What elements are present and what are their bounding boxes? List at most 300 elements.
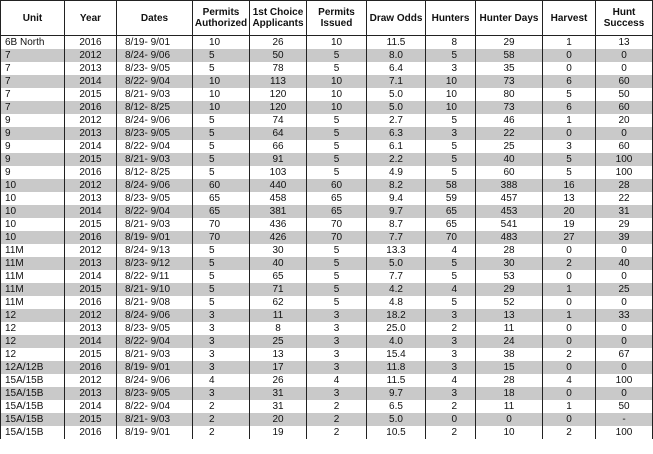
- cell-hunter-days: 46: [476, 114, 543, 127]
- header-dates: Dates: [117, 1, 193, 36]
- cell-harvest: 0: [543, 270, 596, 283]
- cell-unit: 15A/15B: [1, 413, 65, 426]
- cell-dates: 8/21- 9/03: [117, 88, 193, 101]
- cell-draw-odds: 11.5: [367, 36, 426, 50]
- cell-dates: 8/24- 9/06: [117, 179, 193, 192]
- cell-draw-odds: 25.0: [367, 322, 426, 335]
- cell-permits-authorized: 60: [193, 179, 250, 192]
- cell-hunters: 58: [426, 179, 476, 192]
- cell-draw-odds: 6.1: [367, 140, 426, 153]
- cell-permits-authorized: 10: [193, 75, 250, 88]
- header-hunters: Hunters: [426, 1, 476, 36]
- cell-unit: 11M: [1, 257, 65, 270]
- cell-first-choice-applicants: 26: [250, 36, 307, 50]
- cell-permits-issued: 2: [307, 426, 367, 439]
- cell-hunters: 65: [426, 218, 476, 231]
- table-row: [1, 75, 653, 88]
- cell-hunter-days: 483: [476, 231, 543, 244]
- cell-unit: 10: [1, 192, 65, 205]
- cell-permits-authorized: 5: [193, 166, 250, 179]
- cell-first-choice-applicants: 17: [250, 361, 307, 374]
- table-row: [1, 257, 653, 270]
- cell-first-choice-applicants: 381: [250, 205, 307, 218]
- table-row: [1, 309, 653, 322]
- table-header: [1, 1, 653, 36]
- cell-draw-odds: 4.8: [367, 296, 426, 309]
- cell-permits-authorized: 2: [193, 413, 250, 426]
- cell-hunters: 5: [426, 296, 476, 309]
- table-row: [1, 166, 653, 179]
- cell-hunters: 3: [426, 62, 476, 75]
- cell-permits-authorized: 5: [193, 244, 250, 257]
- cell-year: 2013: [65, 192, 117, 205]
- cell-hunt-success: 22: [596, 192, 653, 205]
- cell-first-choice-applicants: 426: [250, 231, 307, 244]
- cell-permits-authorized: 5: [193, 49, 250, 62]
- table-row: [1, 413, 653, 426]
- cell-draw-odds: 18.2: [367, 309, 426, 322]
- cell-harvest: 4: [543, 374, 596, 387]
- cell-year: 2016: [65, 361, 117, 374]
- cell-first-choice-applicants: 19: [250, 426, 307, 439]
- cell-unit: 12: [1, 348, 65, 361]
- cell-unit: 7: [1, 88, 65, 101]
- cell-permits-issued: 5: [307, 62, 367, 75]
- cell-year: 2012: [65, 114, 117, 127]
- cell-hunter-days: 35: [476, 62, 543, 75]
- cell-harvest: 0: [543, 127, 596, 140]
- cell-permits-authorized: 5: [193, 62, 250, 75]
- cell-dates: 8/23- 9/05: [117, 127, 193, 140]
- table-row: [1, 218, 653, 231]
- cell-dates: 8/23- 9/12: [117, 257, 193, 270]
- table-row: [1, 101, 653, 114]
- cell-harvest: 0: [543, 387, 596, 400]
- cell-hunter-days: 0: [476, 413, 543, 426]
- cell-dates: 8/22- 9/11: [117, 270, 193, 283]
- cell-unit: 10: [1, 205, 65, 218]
- cell-hunters: 2: [426, 426, 476, 439]
- cell-unit: 9: [1, 127, 65, 140]
- cell-hunter-days: 11: [476, 400, 543, 413]
- cell-hunt-success: 39: [596, 231, 653, 244]
- cell-year: 2012: [65, 309, 117, 322]
- cell-first-choice-applicants: 65: [250, 270, 307, 283]
- cell-permits-authorized: 5: [193, 257, 250, 270]
- cell-permits-authorized: 2: [193, 400, 250, 413]
- cell-dates: 8/23- 9/05: [117, 387, 193, 400]
- table-row: [1, 127, 653, 140]
- cell-first-choice-applicants: 26: [250, 374, 307, 387]
- cell-first-choice-applicants: 40: [250, 257, 307, 270]
- header-year: Year: [65, 1, 117, 36]
- cell-year: 2014: [65, 335, 117, 348]
- cell-unit: 11M: [1, 270, 65, 283]
- cell-unit: 10: [1, 231, 65, 244]
- cell-year: 2012: [65, 179, 117, 192]
- cell-permits-authorized: 5: [193, 114, 250, 127]
- cell-hunter-days: 40: [476, 153, 543, 166]
- cell-hunters: 2: [426, 322, 476, 335]
- cell-hunter-days: 53: [476, 270, 543, 283]
- cell-hunter-days: 73: [476, 75, 543, 88]
- header-row: [1, 1, 653, 36]
- cell-hunter-days: 15: [476, 361, 543, 374]
- cell-hunter-days: 25: [476, 140, 543, 153]
- cell-first-choice-applicants: 113: [250, 75, 307, 88]
- cell-permits-authorized: 2: [193, 426, 250, 439]
- cell-permits-issued: 5: [307, 140, 367, 153]
- table-body: [1, 36, 653, 440]
- cell-permits-authorized: 5: [193, 296, 250, 309]
- cell-hunt-success: 100: [596, 374, 653, 387]
- table-row: [1, 296, 653, 309]
- cell-harvest: 1: [543, 36, 596, 50]
- cell-permits-issued: 10: [307, 101, 367, 114]
- cell-harvest: 3: [543, 140, 596, 153]
- cell-harvest: 2: [543, 257, 596, 270]
- cell-harvest: 6: [543, 75, 596, 88]
- cell-dates: 8/24- 9/06: [117, 374, 193, 387]
- cell-draw-odds: 2.7: [367, 114, 426, 127]
- cell-draw-odds: 11.8: [367, 361, 426, 374]
- cell-permits-authorized: 70: [193, 231, 250, 244]
- table-row: [1, 62, 653, 75]
- cell-permits-issued: 3: [307, 335, 367, 348]
- cell-harvest: 6: [543, 101, 596, 114]
- cell-unit: 9: [1, 166, 65, 179]
- cell-dates: 8/19- 9/01: [117, 36, 193, 50]
- cell-hunters: 5: [426, 166, 476, 179]
- cell-first-choice-applicants: 64: [250, 127, 307, 140]
- table-row: [1, 426, 653, 439]
- cell-permits-authorized: 10: [193, 88, 250, 101]
- cell-unit: 9: [1, 140, 65, 153]
- cell-dates: 8/22- 9/04: [117, 335, 193, 348]
- cell-draw-odds: 8.7: [367, 218, 426, 231]
- cell-first-choice-applicants: 78: [250, 62, 307, 75]
- cell-permits-authorized: 70: [193, 218, 250, 231]
- cell-year: 2012: [65, 374, 117, 387]
- cell-permits-issued: 5: [307, 49, 367, 62]
- cell-permits-issued: 5: [307, 166, 367, 179]
- cell-harvest: 0: [543, 335, 596, 348]
- cell-draw-odds: 9.4: [367, 192, 426, 205]
- cell-dates: 8/21- 9/10: [117, 283, 193, 296]
- cell-first-choice-applicants: 120: [250, 101, 307, 114]
- cell-hunters: 4: [426, 283, 476, 296]
- cell-hunt-success: 100: [596, 426, 653, 439]
- table-row: [1, 49, 653, 62]
- cell-first-choice-applicants: 458: [250, 192, 307, 205]
- cell-first-choice-applicants: 91: [250, 153, 307, 166]
- cell-hunt-success: 0: [596, 127, 653, 140]
- header-hunter-days: Hunter Days: [476, 1, 543, 36]
- table-row: [1, 153, 653, 166]
- cell-harvest: 2: [543, 426, 596, 439]
- cell-harvest: 5: [543, 153, 596, 166]
- cell-unit: 6B North: [1, 36, 65, 50]
- cell-hunt-success: 31: [596, 205, 653, 218]
- cell-year: 2015: [65, 348, 117, 361]
- cell-draw-odds: 6.3: [367, 127, 426, 140]
- cell-harvest: 0: [543, 322, 596, 335]
- cell-dates: 8/21- 9/03: [117, 348, 193, 361]
- cell-hunter-days: 18: [476, 387, 543, 400]
- cell-hunter-days: 541: [476, 218, 543, 231]
- cell-harvest: 0: [543, 413, 596, 426]
- cell-permits-authorized: 3: [193, 361, 250, 374]
- cell-hunters: 70: [426, 231, 476, 244]
- cell-hunter-days: 22: [476, 127, 543, 140]
- cell-year: 2013: [65, 62, 117, 75]
- cell-first-choice-applicants: 31: [250, 387, 307, 400]
- cell-hunt-success: 0: [596, 49, 653, 62]
- table-row: [1, 36, 653, 50]
- cell-hunters: 5: [426, 257, 476, 270]
- cell-permits-issued: 65: [307, 192, 367, 205]
- table-row: [1, 179, 653, 192]
- cell-draw-odds: 9.7: [367, 205, 426, 218]
- cell-harvest: 0: [543, 62, 596, 75]
- cell-hunters: 4: [426, 374, 476, 387]
- cell-draw-odds: 4.2: [367, 283, 426, 296]
- cell-dates: 8/24- 9/13: [117, 244, 193, 257]
- cell-draw-odds: 9.7: [367, 387, 426, 400]
- cell-hunt-success: 0: [596, 322, 653, 335]
- cell-permits-issued: 3: [307, 348, 367, 361]
- cell-permits-authorized: 5: [193, 270, 250, 283]
- cell-draw-odds: 7.7: [367, 231, 426, 244]
- cell-hunter-days: 80: [476, 88, 543, 101]
- cell-hunter-days: 10: [476, 426, 543, 439]
- cell-hunters: 3: [426, 127, 476, 140]
- cell-hunt-success: 29: [596, 218, 653, 231]
- cell-hunters: 5: [426, 153, 476, 166]
- cell-hunt-success: 0: [596, 62, 653, 75]
- cell-unit: 12: [1, 335, 65, 348]
- cell-first-choice-applicants: 436: [250, 218, 307, 231]
- cell-hunt-success: 0: [596, 270, 653, 283]
- cell-dates: 8/22- 9/04: [117, 75, 193, 88]
- cell-hunters: 65: [426, 205, 476, 218]
- cell-first-choice-applicants: 30: [250, 244, 307, 257]
- table-row: [1, 192, 653, 205]
- cell-harvest: 0: [543, 244, 596, 257]
- cell-hunt-success: 20: [596, 114, 653, 127]
- cell-permits-issued: 60: [307, 179, 367, 192]
- cell-hunter-days: 38: [476, 348, 543, 361]
- cell-unit: 12: [1, 322, 65, 335]
- cell-permits-authorized: 4: [193, 374, 250, 387]
- cell-first-choice-applicants: 103: [250, 166, 307, 179]
- cell-year: 2016: [65, 231, 117, 244]
- cell-permits-issued: 2: [307, 400, 367, 413]
- cell-dates: 8/12- 8/25: [117, 101, 193, 114]
- cell-hunt-success: 50: [596, 88, 653, 101]
- cell-hunters: 3: [426, 387, 476, 400]
- cell-hunter-days: 457: [476, 192, 543, 205]
- cell-draw-odds: 4.9: [367, 166, 426, 179]
- cell-permits-issued: 3: [307, 361, 367, 374]
- cell-hunter-days: 28: [476, 374, 543, 387]
- cell-draw-odds: 5.0: [367, 88, 426, 101]
- cell-permits-issued: 5: [307, 296, 367, 309]
- cell-unit: 15A/15B: [1, 400, 65, 413]
- cell-first-choice-applicants: 13: [250, 348, 307, 361]
- cell-permits-issued: 5: [307, 270, 367, 283]
- table-row: [1, 374, 653, 387]
- cell-first-choice-applicants: 440: [250, 179, 307, 192]
- table-row: [1, 387, 653, 400]
- table-row: [1, 335, 653, 348]
- cell-hunters: 59: [426, 192, 476, 205]
- cell-hunt-success: 60: [596, 101, 653, 114]
- cell-draw-odds: 4.0: [367, 335, 426, 348]
- cell-unit: 12: [1, 309, 65, 322]
- cell-dates: 8/24- 9/06: [117, 309, 193, 322]
- cell-unit: 15A/15B: [1, 426, 65, 439]
- cell-permits-issued: 5: [307, 257, 367, 270]
- header-permits-issued: Permits Issued: [307, 1, 367, 36]
- cell-dates: 8/21- 9/08: [117, 296, 193, 309]
- table-row: [1, 283, 653, 296]
- cell-hunter-days: 13: [476, 309, 543, 322]
- cell-year: 2015: [65, 88, 117, 101]
- cell-permits-issued: 10: [307, 75, 367, 88]
- cell-dates: 8/23- 9/05: [117, 62, 193, 75]
- cell-permits-authorized: 3: [193, 387, 250, 400]
- table-row: [1, 205, 653, 218]
- cell-hunters: 4: [426, 244, 476, 257]
- cell-first-choice-applicants: 71: [250, 283, 307, 296]
- cell-year: 2013: [65, 257, 117, 270]
- cell-dates: 8/23- 9/05: [117, 192, 193, 205]
- cell-hunter-days: 28: [476, 244, 543, 257]
- cell-permits-issued: 5: [307, 153, 367, 166]
- cell-dates: 8/22- 9/04: [117, 205, 193, 218]
- cell-permits-authorized: 5: [193, 283, 250, 296]
- cell-permits-issued: 5: [307, 244, 367, 257]
- cell-permits-authorized: 5: [193, 127, 250, 140]
- cell-hunt-success: 60: [596, 75, 653, 88]
- cell-first-choice-applicants: 20: [250, 413, 307, 426]
- cell-permits-issued: 5: [307, 114, 367, 127]
- cell-unit: 9: [1, 114, 65, 127]
- cell-hunt-success: 13: [596, 36, 653, 50]
- cell-first-choice-applicants: 50: [250, 49, 307, 62]
- header-hunt-success: Hunt Success: [596, 1, 653, 36]
- cell-permits-authorized: 65: [193, 205, 250, 218]
- cell-first-choice-applicants: 8: [250, 322, 307, 335]
- cell-permits-issued: 5: [307, 283, 367, 296]
- cell-harvest: 0: [543, 49, 596, 62]
- cell-harvest: 13: [543, 192, 596, 205]
- cell-year: 2013: [65, 387, 117, 400]
- cell-year: 2016: [65, 426, 117, 439]
- cell-dates: 8/21- 9/03: [117, 218, 193, 231]
- header-harvest: Harvest: [543, 1, 596, 36]
- cell-hunt-success: 60: [596, 140, 653, 153]
- cell-draw-odds: 2.2: [367, 153, 426, 166]
- cell-year: 2016: [65, 36, 117, 50]
- cell-permits-issued: 65: [307, 205, 367, 218]
- header-draw-odds: Draw Odds: [367, 1, 426, 36]
- cell-permits-authorized: 10: [193, 101, 250, 114]
- cell-hunters: 0: [426, 413, 476, 426]
- cell-hunters: 10: [426, 75, 476, 88]
- cell-hunter-days: 30: [476, 257, 543, 270]
- cell-dates: 8/19- 9/01: [117, 361, 193, 374]
- cell-hunters: 10: [426, 88, 476, 101]
- cell-draw-odds: 5.0: [367, 257, 426, 270]
- cell-hunt-success: 33: [596, 309, 653, 322]
- table-row: [1, 244, 653, 257]
- cell-hunters: 3: [426, 361, 476, 374]
- cell-draw-odds: 5.0: [367, 413, 426, 426]
- table-row: [1, 114, 653, 127]
- cell-permits-authorized: 3: [193, 309, 250, 322]
- table-row: [1, 322, 653, 335]
- cell-harvest: 1: [543, 309, 596, 322]
- cell-draw-odds: 6.5: [367, 400, 426, 413]
- cell-draw-odds: 11.5: [367, 374, 426, 387]
- cell-permits-issued: 3: [307, 309, 367, 322]
- cell-dates: 8/12- 8/25: [117, 166, 193, 179]
- cell-harvest: 16: [543, 179, 596, 192]
- cell-permits-authorized: 5: [193, 153, 250, 166]
- cell-year: 2016: [65, 166, 117, 179]
- cell-year: 2016: [65, 296, 117, 309]
- cell-draw-odds: 7.7: [367, 270, 426, 283]
- cell-hunt-success: 0: [596, 296, 653, 309]
- cell-permits-authorized: 10: [193, 36, 250, 50]
- cell-permits-issued: 3: [307, 387, 367, 400]
- cell-first-choice-applicants: 120: [250, 88, 307, 101]
- cell-harvest: 20: [543, 205, 596, 218]
- cell-year: 2014: [65, 400, 117, 413]
- cell-dates: 8/19- 9/01: [117, 426, 193, 439]
- cell-dates: 8/24- 9/06: [117, 114, 193, 127]
- cell-draw-odds: 8.2: [367, 179, 426, 192]
- cell-first-choice-applicants: 74: [250, 114, 307, 127]
- cell-hunter-days: 52: [476, 296, 543, 309]
- cell-unit: 15A/15B: [1, 374, 65, 387]
- cell-hunters: 3: [426, 335, 476, 348]
- cell-first-choice-applicants: 25: [250, 335, 307, 348]
- cell-year: 2015: [65, 153, 117, 166]
- cell-hunt-success: 50: [596, 400, 653, 413]
- cell-first-choice-applicants: 31: [250, 400, 307, 413]
- cell-hunters: 5: [426, 140, 476, 153]
- cell-hunt-success: 67: [596, 348, 653, 361]
- cell-unit: 10: [1, 218, 65, 231]
- cell-hunt-success: 100: [596, 166, 653, 179]
- table-row: [1, 270, 653, 283]
- header-first-choice-applicants: 1st Choice Applicants: [250, 1, 307, 36]
- cell-dates: 8/19- 9/01: [117, 231, 193, 244]
- cell-hunter-days: 60: [476, 166, 543, 179]
- cell-dates: 8/22- 9/04: [117, 400, 193, 413]
- cell-hunters: 2: [426, 400, 476, 413]
- header-permits-authorized: Permits Authorized: [193, 1, 250, 36]
- cell-draw-odds: 7.1: [367, 75, 426, 88]
- cell-permits-authorized: 5: [193, 140, 250, 153]
- table-row: [1, 88, 653, 101]
- cell-hunter-days: 388: [476, 179, 543, 192]
- cell-hunters: 5: [426, 270, 476, 283]
- cell-hunter-days: 29: [476, 36, 543, 50]
